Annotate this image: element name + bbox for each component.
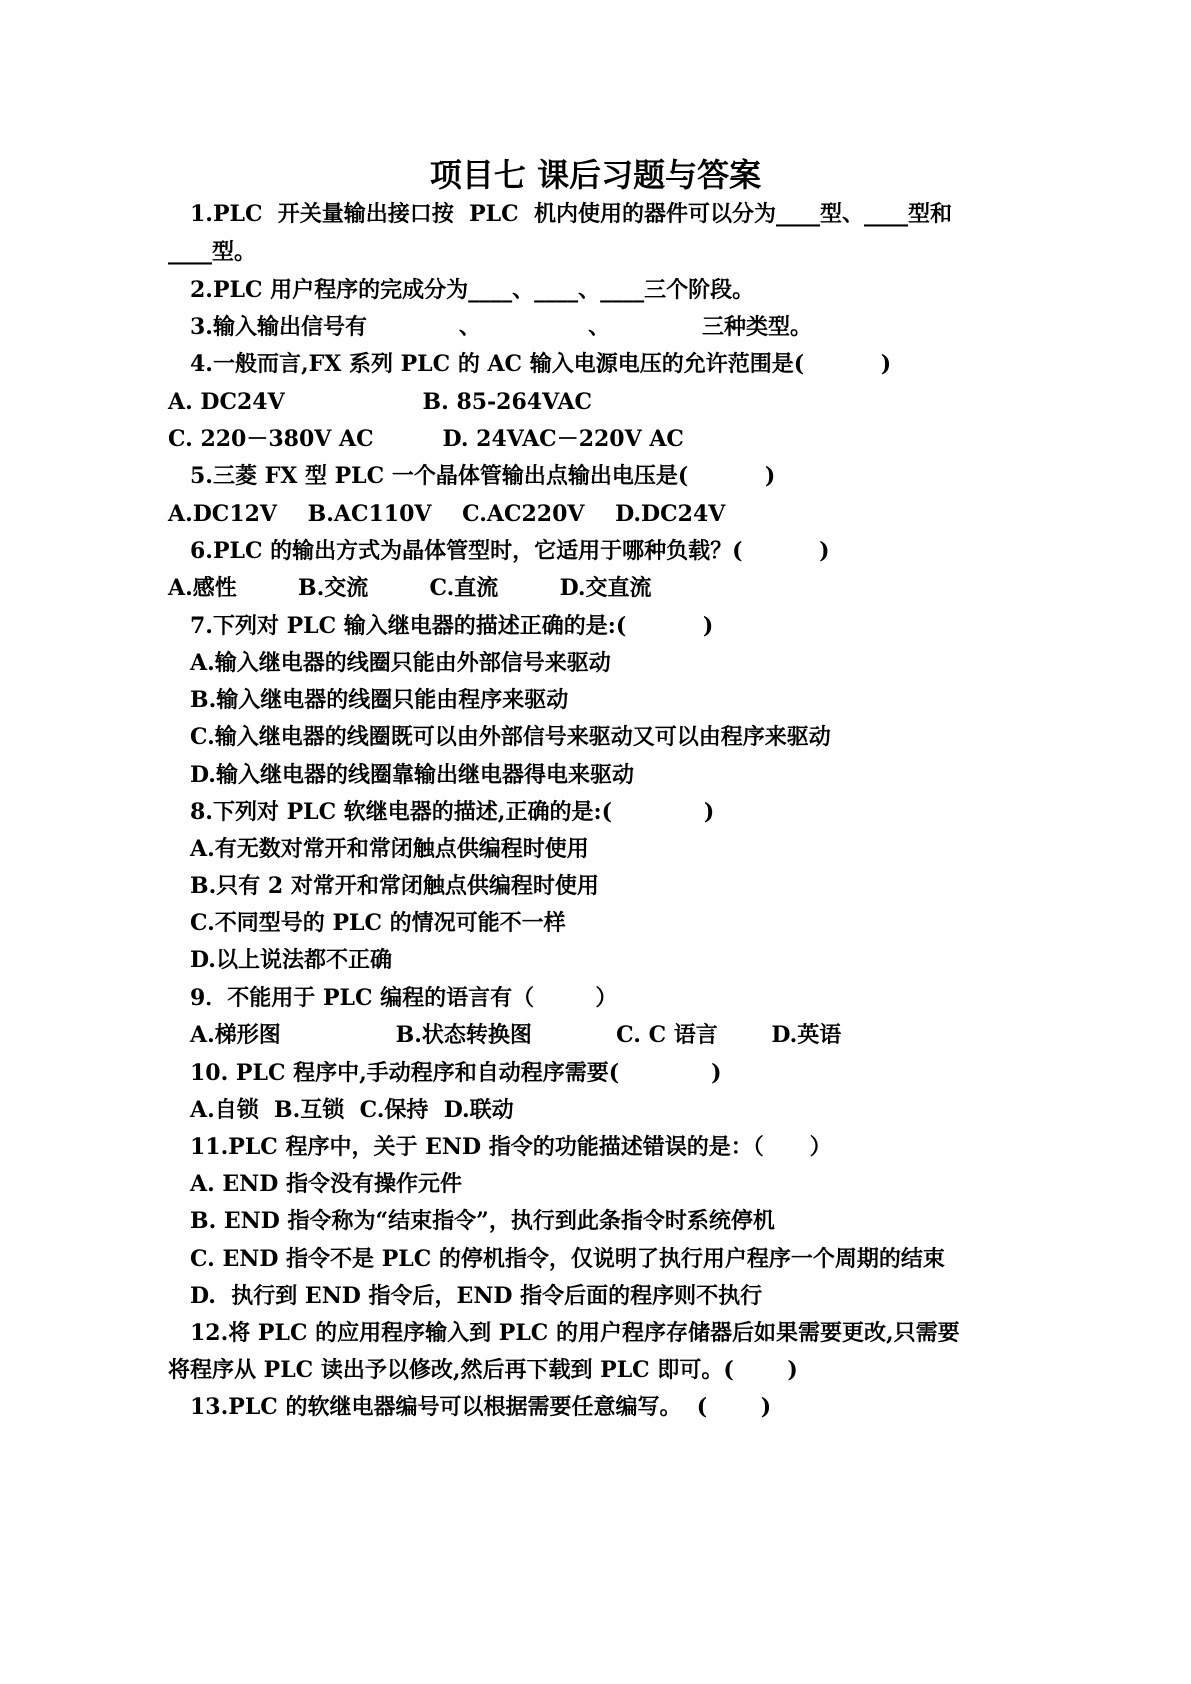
question-3: 3.输入输出信号有 、 、 三种类型。 xyxy=(190,314,813,340)
question-11-option-c: C. END 指令不是 PLC 的停机指令，仅说明了执行用户程序一个周期的结束 xyxy=(190,1246,945,1272)
question-7-option-d: D.输入继电器的线圈靠输出继电器得电来驱动 xyxy=(190,762,634,788)
question-9-options: A.梯形图 B.状态转换图 C. C 语言 D.英语 xyxy=(190,1022,842,1048)
question-4-options-cd: C. 220－380V AC D. 24VAC－220V AC xyxy=(168,426,684,452)
question-1-line-2: ____型。 xyxy=(168,239,257,265)
question-10-options: A.自锁 B.互锁 C.保持 D.联动 xyxy=(190,1097,514,1123)
question-5: 5.三菱 FX 型 PLC 一个晶体管输出点输出电压是( ) xyxy=(190,463,776,489)
question-6-options: A.感性 B.交流 C.直流 D.交直流 xyxy=(168,575,652,601)
question-8-option-b: B.只有 2 对常开和常闭触点供编程时使用 xyxy=(190,873,599,899)
question-11: 11.PLC 程序中，关于 END 指令的功能描述错误的是：（ ） xyxy=(190,1134,832,1160)
question-7: 7.下列对 PLC 输入继电器的描述正确的是:( ) xyxy=(190,613,714,639)
question-5-options: A.DC12V B.AC110V C.AC220V D.DC24V xyxy=(168,501,726,527)
question-12-line-1: 12.将 PLC 的应用程序输入到 PLC 的用户程序存储器后如果需要更改,只需要 xyxy=(190,1320,960,1346)
question-2: 2.PLC 用户程序的完成分为____、____、____三个阶段。 xyxy=(190,277,755,303)
question-11-option-b: B. END 指令称为“结束指令”，执行到此条指令时系统停机 xyxy=(190,1208,775,1234)
question-4-options-ab: A. DC24V B. 85-264VAC xyxy=(168,389,593,415)
question-10: 10. PLC 程序中,手动程序和自动程序需要( ) xyxy=(190,1060,722,1086)
question-11-option-d: D. 执行到 END 指令后，END 指令后面的程序则不执行 xyxy=(190,1283,763,1309)
question-1-line-1: 1.PLC 开关量输出接口按 PLC 机内使用的器件可以分为____型、____型和 xyxy=(190,201,952,227)
question-6: 6.PLC 的输出方式为晶体管型时，它适用于哪种负载？( ) xyxy=(190,538,830,564)
question-8-option-c: C.不同型号的 PLC 的情况可能不一样 xyxy=(190,910,566,936)
question-13: 13.PLC 的软继电器编号可以根据需要任意编写。 ( ) xyxy=(190,1394,772,1420)
question-9: 9．不能用于 PLC 编程的语言有（ ） xyxy=(190,985,618,1011)
page-title: 项目七 课后习题与答案 xyxy=(429,156,762,194)
question-8: 8.下列对 PLC 软继电器的描述,正确的是:( ) xyxy=(190,799,715,825)
question-7-option-c: C.输入继电器的线圈既可以由外部信号来驱动又可以由程序来驱动 xyxy=(190,724,831,750)
question-8-option-d: D.以上说法都不正确 xyxy=(190,947,392,973)
question-8-option-a: A.有无数对常开和常闭触点供编程时使用 xyxy=(190,836,589,862)
question-7-option-a: A.输入继电器的线圈只能由外部信号来驱动 xyxy=(190,650,611,676)
question-4: 4.一般而言,FX 系列 PLC 的 AC 输入电源电压的允许范围是( ) xyxy=(190,351,892,377)
question-11-option-a: A. END 指令没有操作元件 xyxy=(190,1171,463,1197)
question-12-line-2: 将程序从 PLC 读出予以修改,然后再下载到 PLC 即可。( ) xyxy=(168,1357,798,1383)
question-7-option-b: B.输入继电器的线圈只能由程序来驱动 xyxy=(190,687,569,713)
